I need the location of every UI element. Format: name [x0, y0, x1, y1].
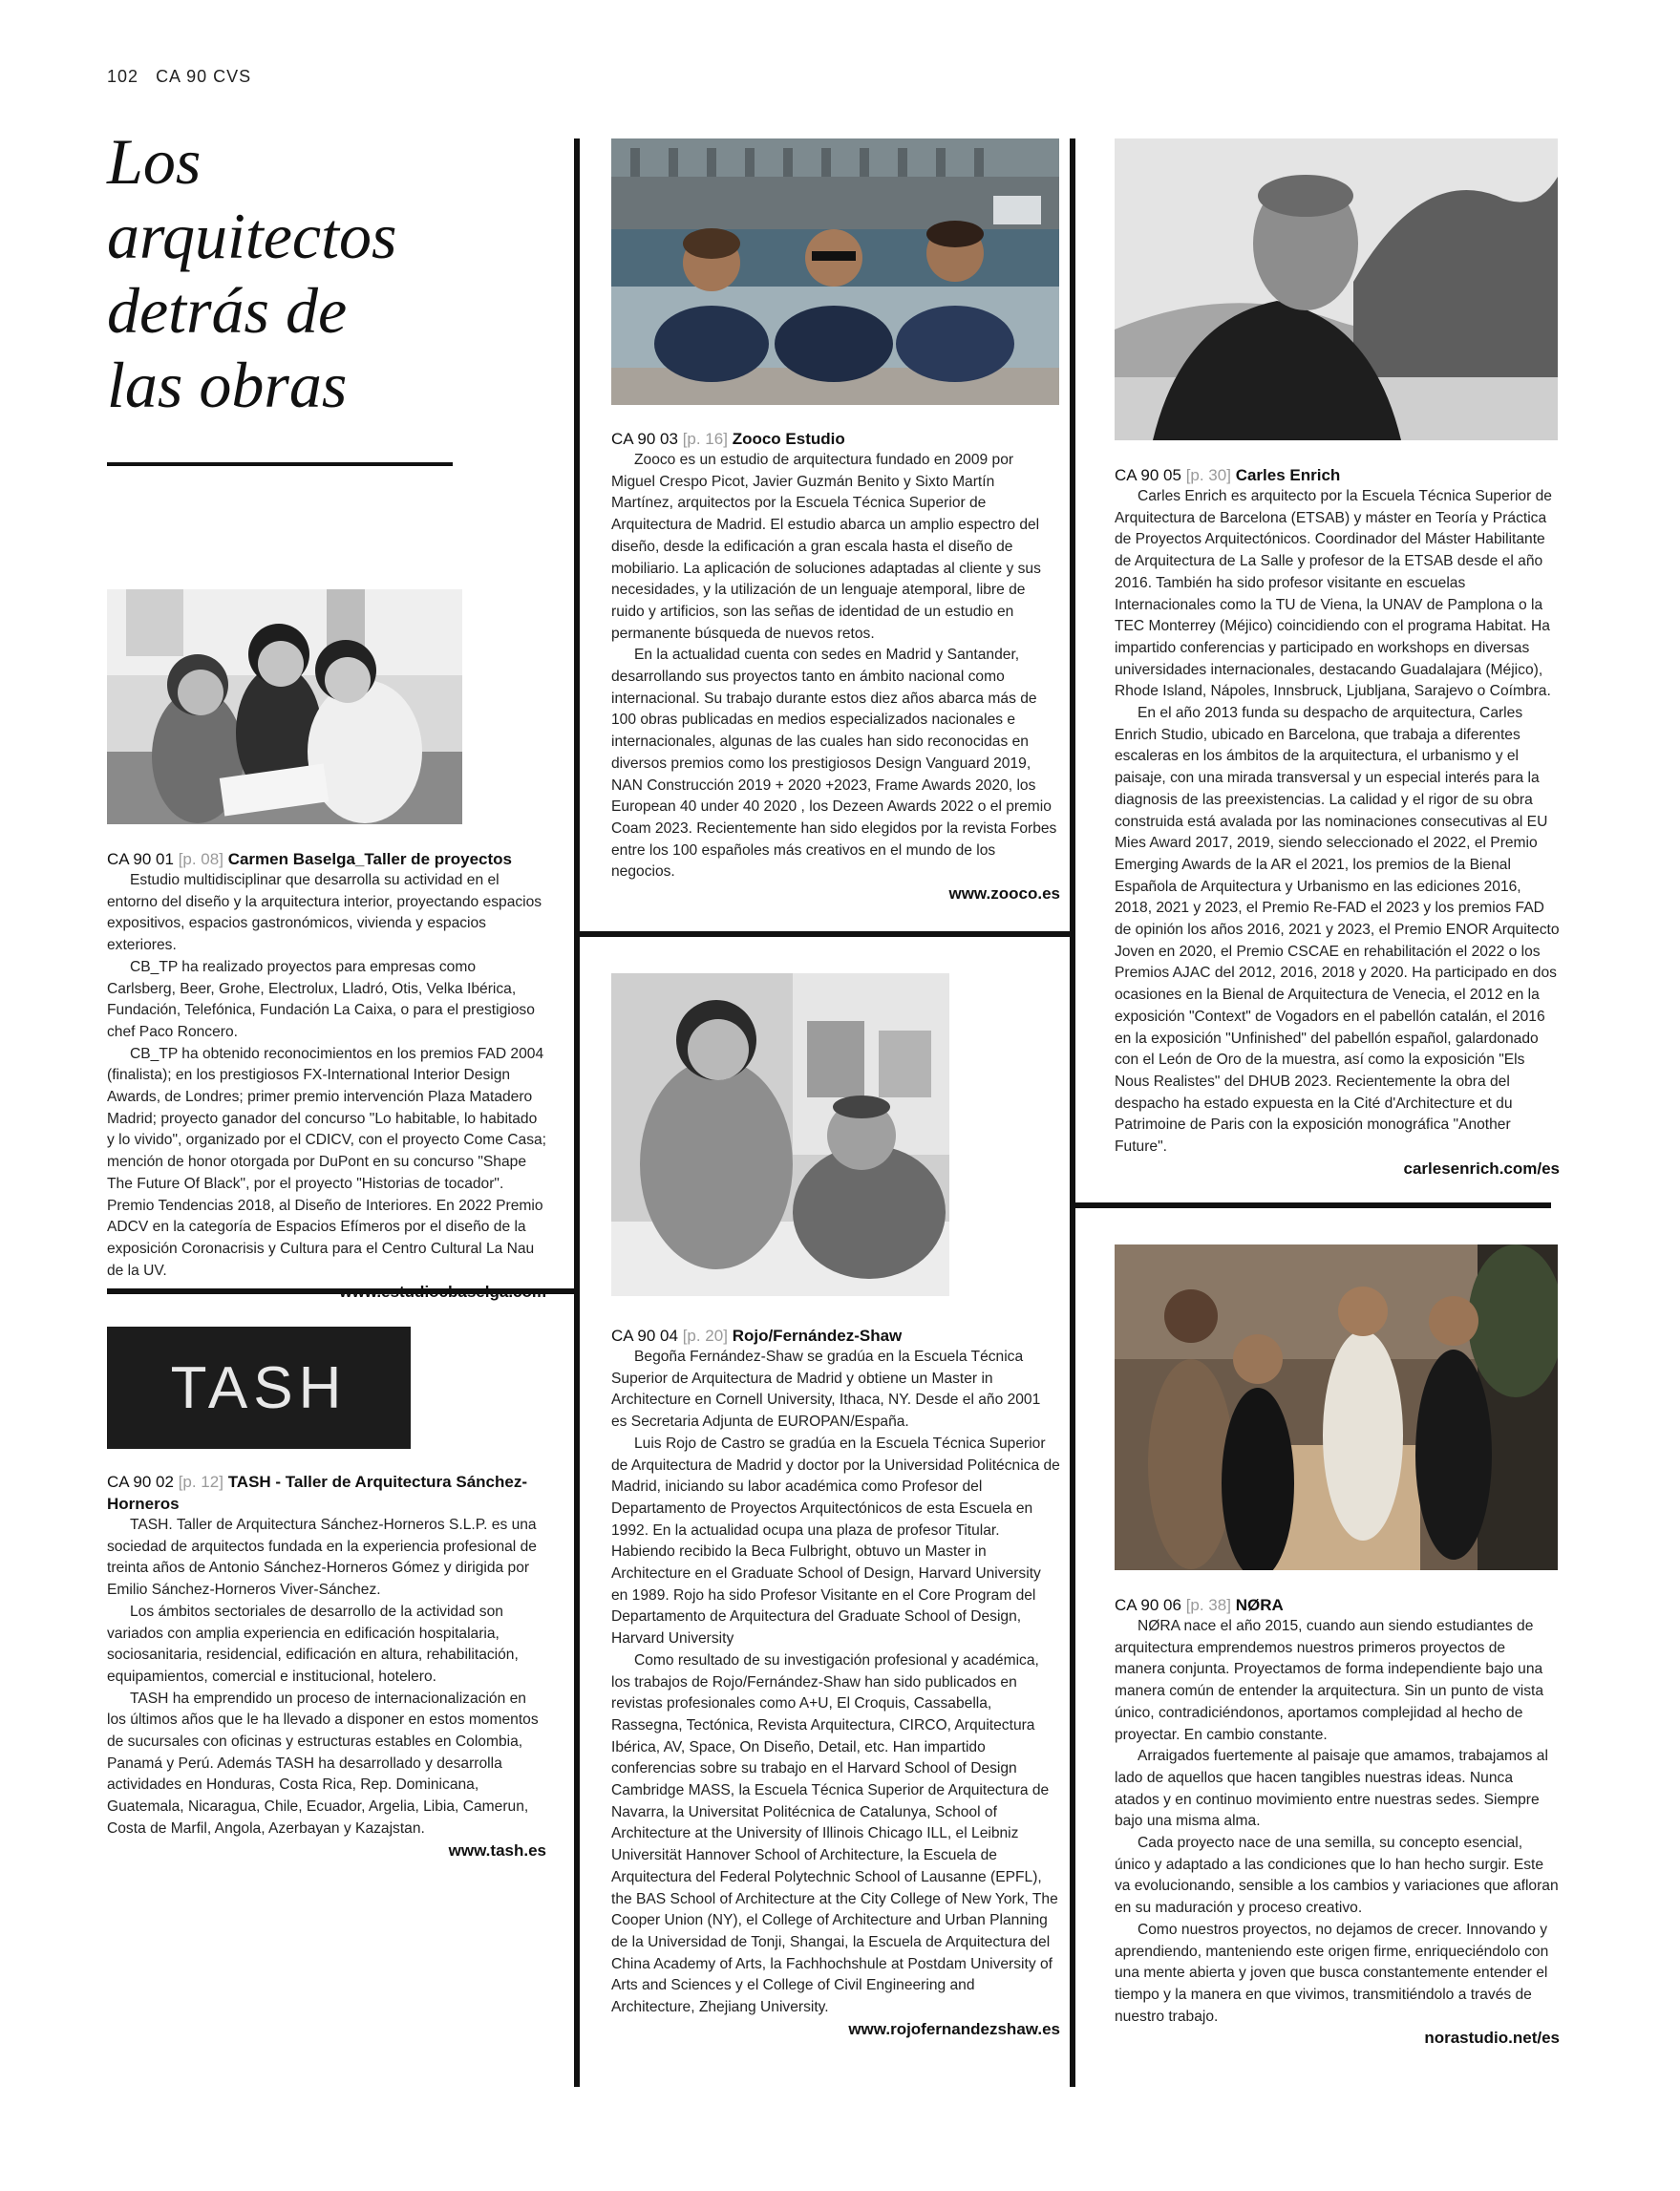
entry-code: CA 90 01 [107, 850, 174, 868]
entry-paragraph: En la actualidad cuenta con sedes en Madrid y Santander, desarrollando sus proyectos tanto en ámbito nacional como internacional. Su trabajo durante estos diez años abarca más de 100 obras publicadas en medios especializados nacionales e internacionales, algunas de las cuales han sido reconocidas en diversos premios como los prestigiosos Design Vanguard 2019, NAN Construcción 2019 + 2020 +2023, Frame Awards 2020, los European 40 under 40 2020 , los Dezeen Awards 2022 o el premio Coam 2023. Recientemente han sido elegidos por la revista Forbes entre los 100 españoles más creativos en el mundo de los negocios. [611, 647, 1057, 881]
tash-logo-text: TASH [170, 1354, 348, 1421]
entry-name: TASH - Taller de Arquitectura Sánchez-Horneros [107, 1473, 527, 1513]
entry-code: CA 90 06 [1115, 1596, 1181, 1614]
entry-paragraph: TASH ha emprendido un proceso de internacionalización en los últimos años que le ha llevado a disponer en estos momentos de sucursales con oficinas y estructuras estables en Colombia, Panamá y Perú. Además TASH ha desarrollado y desarrolla actividades en Honduras, Costa Rica, Rep. Dominicana, Guatemala, Nicaragua, Chile, Ecuador, Argelia, Libia, Camerun, Costa de Marfil, Angola, Azerbayan y Kazajstan. [107, 1690, 539, 1837]
carmen-baselga-photo [107, 589, 462, 824]
entry-paragraph: Luis Rojo de Castro se gradúa en la Escuela Técnica Superior de Arquitectura de Madrid y doctor por la Universidad Politécnica de Madrid, iniciando su labor académica como Profesor del Departamento de Proyectos Arquitectónicos de esta Escuela en 1992. En la actualidad ocupa una plaza de profesor Titular. Habiendo recibido la Beca Fulbright, obtuvo un Master in Architecture en el Graduate School of Design, Harvard University en 1989. Rojo ha sido Profesor Visitante en el Core Program del Departamento de Arquitectura del Graduate School of Design, Harvard University [611, 1435, 1060, 1648]
column-divider [1070, 138, 1075, 2087]
tash-logo [107, 1327, 411, 1449]
title-divider [107, 462, 453, 466]
entry-paragraph: Como nuestros proyectos, no dejamos de crecer. Innovando y aprendiendo, manteniendo este origen firme, enriqueciéndolo con una mente abierta y joven que busca constantemente entender el tiempo y la manera en que vivimos, transmitiéndolo a través de nuestro trabajo. [1115, 1921, 1549, 2025]
entry-rojo-fernandez-shaw [611, 1325, 1060, 2041]
section-label: CA 90 CVS [156, 67, 252, 86]
entry-name: Carles Enrich [1235, 466, 1341, 484]
entry-page-ref: [p. 08] [178, 850, 223, 868]
entry-page-ref: [p. 12] [178, 1473, 223, 1491]
entry-name: NØRA [1235, 1596, 1284, 1614]
entry-paragraph: Los ámbitos sectoriales de desarrollo de la actividad son variados con amplia experiencia en edificación hospitalaria, sociosanitaria, residencial, edificación en altura, rehabilitación, equipamientos, comercial e institucional, hotelero. [107, 1603, 519, 1685]
entry-heading [611, 1325, 1060, 1347]
entry-paragraph: Cada proyecto nace de una semilla, su concepto esencial, único y adaptado a las condiciones que lo han hecho surgir. Este va evolucionando, sensible a los cambios y variaciones que afloran en su maduración y proceso creativo. [1115, 1835, 1559, 1917]
entry-zooco [611, 428, 1060, 905]
entry-carles-enrich [1115, 464, 1560, 1181]
entry-heading [107, 848, 546, 870]
entry-paragraph: CB_TP ha realizado proyectos para empresas como Carlsberg, Beer, Grohe, Electrolux, Lladró, Otis, Velka Ibérica, Fundación, Telefónica, Fundación La Caixa, o para el prestigioso chef Paco Roncero. [107, 958, 535, 1040]
entry-url[interactable]: norastudio.net/es [1424, 2029, 1560, 2048]
entry-page-ref: [p. 38] [1185, 1596, 1231, 1614]
title-line: Los [107, 125, 202, 198]
row-divider [1070, 1202, 1551, 1208]
entry-heading [611, 428, 1060, 450]
rojo-fernandez-shaw-photo [611, 973, 949, 1296]
entry-paragraph: Estudio multidisciplinar que desarrolla su actividad en el entorno del diseño y la arquitectura interior, proyectando espacios expositivos, espacios gastronómicos, vivienda y espacios exteriores. [107, 872, 542, 954]
entry-carmen-baselga [107, 848, 546, 1304]
entry-paragraph: Carles Enrich es arquitecto por la Escuela Técnica Superior de Arquitectura de Barcelona (ETSAB) y máster en Teoría y Práctica de Proyectos Arquitectónicos. Coordinador del Máster Habilitante de Arquitectura de La Salle y profesor de la ETSAB desde el año 2016. También ha sido profesor visitante en escuelas Internacionales como la TU de Viena, la UNAV de Pamplona o la TEC Monterrey (Méjico) coincidiendo con el programa Habitat. Ha impartido conferencias y participado en workshops en diversas universidades internacionales, destacando Guadalajara (Méjico), Rhode Island, Nápoles, Innsbruck, Ljubljana, Sarajevo o Coímbra. [1115, 488, 1552, 700]
entry-paragraph: TASH. Taller de Arquitectura Sánchez-Horneros S.L.P. es una sociedad de arquitectos fundada en la experiencia profesional de treinta años de Antonio Sánchez-Horneros Gómez y dirigida por Emilio Sánchez-Horneros Viver-Sánchez. [107, 1517, 537, 1599]
title-line: arquitectos [107, 200, 397, 272]
title-line: las obras [107, 349, 348, 421]
entry-code: CA 90 03 [611, 430, 678, 448]
entry-code: CA 90 02 [107, 1473, 174, 1491]
entry-heading [107, 1471, 546, 1515]
entry-code: CA 90 05 [1115, 466, 1181, 484]
entry-url[interactable]: www.tash.es [448, 1840, 546, 1860]
entry-heading [1115, 1594, 1560, 1616]
entry-paragraph: Como resultado de su investigación profesional y académica, los trabajos de Rojo/Fernández-Shaw han sido publicados en revistas profesionales como A+U, El Croquis, Cassabella, Rassegna, Tectónica, Revista Arquitectura, CIRCO, Arquitectura Ibérica, AV, Space, On Diseño, Detail, etc. Han impartido conferencias sobre su trabajo en el Harvard School of Design Cambridge MASS, la Escuela Técnica Superior de Arquitectura de Navarra, la Universitat Politécnica de Catalunya, School of Architecture at the University of Illinois Chicago ILL, el Leibniz Universität Hannover School of Architecture, la Escuela de Arquitectura del Federal Polytechnic School of Lausanne (EPFL), the BAS School of Architecture at the City College of New York, The Cooper Union (NY), el College of Architecture and Urban Planning de la Universidad de Tonji, Shangai, la Escuela de Arquitectura del China Academy of Arts, la Fachhochshule at Postdam University of Arts and Sciences y el College of Civil Engineering and Architecture, Zhejiang University. [611, 1651, 1058, 2016]
entry-nora [1115, 1594, 1560, 2050]
entry-code: CA 90 04 [611, 1327, 678, 1345]
entry-name: Zooco Estudio [732, 430, 845, 448]
entry-paragraph: NØRA nace el año 2015, cuando aun siendo estudiantes de arquitectura emprendemos nuestros primeros proyectos de manera conjunta. Proyectamos de forma independiente bajo una manera común de entender la arquitectura. Sin un punto de vista único, contradiciéndonos, aportamos complejidad al hecho de proyectar. En cambio constante. [1115, 1618, 1544, 1743]
entry-paragraph: Zooco es un estudio de arquitectura fundado en 2009 por Miguel Crespo Picot, Javier Guzmán Benito y Sixto Martín Martínez, arquitectos por la Escuela Técnica Superior de Arquitectura de Madrid. El estudio abarca un amplio espectro del diseño, desde la edificación a gran escala hasta el diseño de mobiliario. La aplicación de soluciones adaptadas al cliente y sus necesidades, y la utilización de un lenguaje atemporal, libre de ruido y artificios, son las señas de identidad de un estudio en permanente búsqueda de nuevos retos. [611, 452, 1041, 642]
carles-enrich-photo [1115, 138, 1558, 440]
entry-url[interactable]: www.estudiocbaselga.com [339, 1283, 546, 1302]
entry-heading [1115, 464, 1560, 486]
nora-photo [1115, 1244, 1558, 1570]
column-divider [574, 138, 580, 2087]
entry-name: Rojo/Fernández-Shaw [732, 1327, 903, 1345]
entry-paragraph: En el año 2013 funda su despacho de arquitectura, Carles Enrich Studio, ubicado en Barcelona, que trabaja a diferentes escaleras en los ámbitos de la arquitectura, el urbanismo y el paisaje, con una mirada transversal y un especial interés para la diagnosis de las preexistencias. La calidad y el rigor de su obra construida está avalada por las nominaciones consecutivas al EU Mies Award 2017, 2019, siendo seleccionado el 2022, el Premio Emerging Awards de la AR el 2021, los premios de la Bienal Española de Arquitectura y Urbanismo en las ediciones 2016, 2018, 2021 y 2023, el Premio Re-FAD el 2023 y los premios FAD de opinión los años 2016, 2021 y 2023, el Premio ENOR Arquitecto Joven en 2020, el Premio CSCAE en rehabilitación el 2022 o los Premios AJAC del 2012, 2016, 2018 y 2020. Ha participado en dos ocasiones en la Bienal de Arquitectura de Venecia, el 2012 en la exposición "Context" de Vogadors en el pabellón catalán, el 2016 en la exposición "Unfinished" del pabellón español, galardonado con el León de Oro de la muestra, así como la exposición "Els Nous Realistes" del DHUB 2023. Recientemente la obra del despacho ha estado expuesta en la Cité d'Architecture et du Patrimoine de Paris con la exposición monográfica "Another Future". [1115, 705, 1560, 1156]
entry-page-ref: [p. 30] [1185, 466, 1231, 484]
zooco-photo [611, 138, 1059, 405]
entry-page-ref: [p. 16] [682, 430, 728, 448]
entry-paragraph: Arraigados fuertemente al paisaje que amamos, trabajamos al lado de aquellos que hacen tangibles nuestras ideas. Nunca atados y en continuo movimiento entre nuestras sedes. Siempre bajo una misma alma. [1115, 1748, 1548, 1830]
row-divider [574, 931, 1075, 937]
page-header [107, 67, 251, 87]
page-number: 102 [107, 67, 139, 86]
entry-tash [107, 1471, 546, 1861]
entry-name: Carmen Baselga_Taller de proyectos [227, 850, 512, 868]
entry-url[interactable]: carlesenrich.com/es [1403, 1159, 1560, 1178]
title-line: detrás de [107, 274, 348, 347]
entry-url[interactable]: www.rojofernandezshaw.es [848, 2019, 1060, 2038]
entry-url[interactable]: www.zooco.es [948, 884, 1060, 904]
entry-paragraph: CB_TP ha obtenido reconocimientos en los premios FAD 2004 (finalista); en los prestigiosos FX-International Interior Design Awards, de Londres; primer premio intervención Plaza Matadero Madrid; proyecto ganador del concurso "Lo habitable, lo habitado y lo vivido", organizado por el CDICV, con el proyecto Come Casa; mención de honor otorgada por DuPont en su concurso "Shape The Future Of Black", por el proyecto "Historias de tocador". Premio Tendencias 2018, al Diseño de Interiores. En 2022 Premio ADCV en la categoría de Espacios Efímeros por el diseño de la exposición Coronacrisis y Cultura para el Centro Cultural La Nau de la UV. [107, 1045, 546, 1279]
page-title [107, 124, 489, 422]
entry-page-ref: [p. 20] [682, 1327, 728, 1345]
entry-paragraph: Begoña Fernández-Shaw se gradúa en la Escuela Técnica Superior de Arquitectura de Madrid y obtiene un Master in Architecture en Cornell University, Ithaca, NY. Desde el año 2001 es Secretaria Adjunta de EUROPAN/España. [611, 1349, 1041, 1431]
